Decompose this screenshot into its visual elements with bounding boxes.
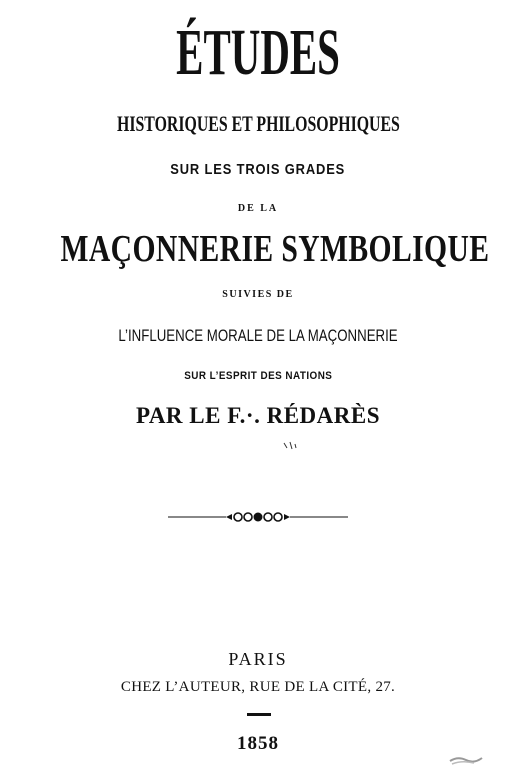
second-work-title — [0, 326, 516, 346]
ornament-divider-icon — [168, 510, 348, 524]
imprint-city-text: PARIS — [228, 649, 288, 669]
subtitle-line-3 — [0, 203, 516, 215]
subtitle-line-2 — [0, 161, 516, 179]
imprint-city — [0, 648, 516, 670]
library-stamp-smudge — [448, 752, 488, 766]
imprint-publisher — [0, 678, 516, 696]
second-work-text: L’INFLUENCE MORALE DE LA MAÇONNERIE — [118, 326, 398, 345]
second-work-subtitle — [0, 370, 516, 383]
title-heading — [0, 18, 516, 88]
imprint-publisher-text: CHEZ L’AUTEUR, RUE DE LA CITÉ, 27. — [120, 679, 396, 695]
main-subject — [0, 227, 516, 271]
title-text: ÉTUDES — [176, 16, 340, 89]
subtitle-line-2-text: SUR LES TROIS GRADES — [170, 161, 346, 178]
imprint-year — [0, 733, 516, 755]
connector-line — [0, 289, 516, 301]
second-work-subtitle-text: SUR L’ESPRIT DES NATIONS — [183, 370, 333, 382]
short-rule-divider — [247, 713, 271, 716]
main-subject-text: MAÇONNERIE SYMBOLIQUE — [60, 228, 490, 270]
imprint-year-text: 1858 — [237, 733, 279, 754]
subtitle-line-1 — [0, 111, 516, 137]
ink-speck-mark — [282, 440, 322, 454]
author-line — [0, 402, 516, 430]
author-text: PAR LE F.·. RÉDARÈS — [135, 403, 380, 428]
subtitle-line-1-text: HISTORIQUES ET PHILOSOPHIQUES — [116, 111, 400, 136]
connector-text: SUIVIES DE — [222, 289, 294, 300]
subtitle-line-3-text: DE LA — [237, 203, 279, 214]
